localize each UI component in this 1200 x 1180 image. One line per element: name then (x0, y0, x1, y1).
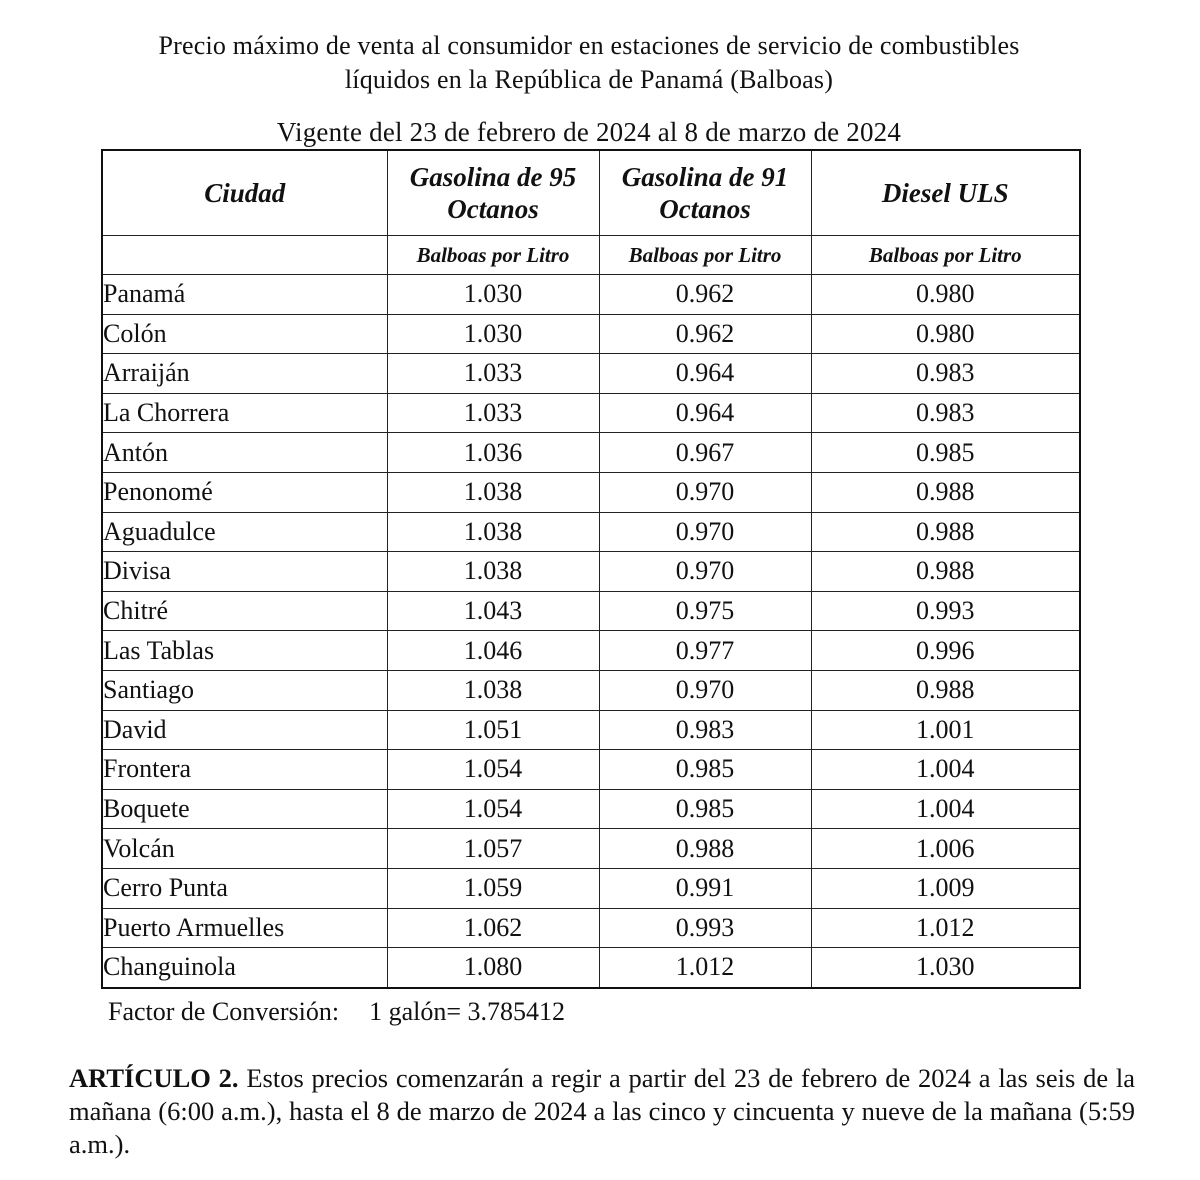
table-row (102, 789, 1080, 829)
gasoline-91-price: 0.988 (599, 829, 811, 869)
diesel-uls-price: 1.001 (811, 710, 1080, 750)
conversion-factor (108, 996, 565, 1028)
diesel-uls-price: 1.030 (811, 948, 1080, 988)
gasoline-91-price: 0.970 (599, 472, 811, 512)
table-row (102, 868, 1080, 908)
gasoline-95-price: 1.062 (387, 908, 599, 948)
table-row (102, 472, 1080, 512)
table-row (102, 670, 1080, 710)
gasoline-95-price: 1.046 (387, 631, 599, 671)
city-cell: Las Tablas (102, 631, 387, 671)
diesel-uls-price: 0.988 (811, 512, 1080, 552)
diesel-uls-price: 0.985 (811, 433, 1080, 473)
diesel-uls-price: 0.980 (811, 275, 1080, 315)
diesel-uls-price: 0.988 (811, 552, 1080, 592)
article-heading: ARTÍCULO 2. (69, 1063, 239, 1093)
city-cell: Cerro Punta (102, 868, 387, 908)
gasoline-95-price: 1.057 (387, 829, 599, 869)
gasoline-91-price: 0.964 (599, 354, 811, 394)
gasoline-95-price: 1.080 (387, 948, 599, 988)
diesel-uls-price: 1.004 (811, 750, 1080, 790)
city-cell: David (102, 710, 387, 750)
city-cell: Colón (102, 314, 387, 354)
diesel-uls-price: 0.988 (811, 472, 1080, 512)
table-row (102, 275, 1080, 315)
city-cell: Boquete (102, 789, 387, 829)
city-cell: La Chorrera (102, 393, 387, 433)
gasoline-91-price: 0.970 (599, 552, 811, 592)
gasoline-95-price: 1.054 (387, 750, 599, 790)
city-cell: Panamá (102, 275, 387, 315)
city-cell: Divisa (102, 552, 387, 592)
table-header-row (102, 150, 1080, 236)
validity-period: Vigente del 23 de febrero de 2024 al 8 de marzo de 2024 (276, 117, 902, 147)
table-row (102, 908, 1080, 948)
diesel-uls-price: 0.993 (811, 591, 1080, 631)
gasoline-91-price: 0.993 (599, 908, 811, 948)
table-row (102, 631, 1080, 671)
gasoline-95-price: 1.036 (387, 433, 599, 473)
table-row (102, 433, 1080, 473)
header-gasoline-95: Gasolina de 95 Octanos (387, 150, 599, 236)
diesel-uls-price: 0.988 (811, 670, 1080, 710)
gasoline-91-price: 0.991 (599, 868, 811, 908)
gasoline-95-price: 1.054 (387, 789, 599, 829)
fuel-price-table (101, 149, 1081, 989)
gasoline-91-price: 0.970 (599, 512, 811, 552)
unit-gasoline-95: Balboas por Litro (387, 236, 599, 275)
document-title-line-1: Precio máximo de venta al consumidor en estaciones de servicio de combustibles (158, 31, 1020, 60)
table-row (102, 552, 1080, 592)
gasoline-91-price: 0.964 (599, 393, 811, 433)
table-body (102, 275, 1080, 988)
diesel-uls-price: 0.996 (811, 631, 1080, 671)
gasoline-91-price: 0.975 (599, 591, 811, 631)
gasoline-95-price: 1.043 (387, 591, 599, 631)
city-cell: Chitré (102, 591, 387, 631)
table-row (102, 393, 1080, 433)
table-row (102, 750, 1080, 790)
city-cell: Penonomé (102, 472, 387, 512)
diesel-uls-price: 1.006 (811, 829, 1080, 869)
gasoline-95-price: 1.030 (387, 275, 599, 315)
gasoline-91-price: 0.970 (599, 670, 811, 710)
city-cell: Aguadulce (102, 512, 387, 552)
table-unit-row (102, 236, 1080, 275)
gasoline-91-price: 0.967 (599, 433, 811, 473)
city-cell: Changuinola (102, 948, 387, 988)
table-row (102, 354, 1080, 394)
gasoline-95-price: 1.059 (387, 868, 599, 908)
table-row (102, 591, 1080, 631)
diesel-uls-price: 1.009 (811, 868, 1080, 908)
city-cell: Antón (102, 433, 387, 473)
diesel-uls-price: 1.004 (811, 789, 1080, 829)
diesel-uls-price: 0.983 (811, 393, 1080, 433)
gasoline-91-price: 0.983 (599, 710, 811, 750)
conversion-label: Factor de Conversión: (108, 997, 340, 1026)
header-diesel-uls: Diesel ULS (811, 150, 1080, 236)
gasoline-91-price: 0.977 (599, 631, 811, 671)
table-row (102, 710, 1080, 750)
city-cell: Santiago (102, 670, 387, 710)
conversion-value: 1 galón= 3.785412 (369, 997, 566, 1026)
gasoline-91-price: 1.012 (599, 948, 811, 988)
header-city: Ciudad (102, 150, 387, 236)
gasoline-91-price: 0.962 (599, 275, 811, 315)
gasoline-91-price: 0.985 (599, 789, 811, 829)
city-cell: Arraiján (102, 354, 387, 394)
gasoline-95-price: 1.038 (387, 552, 599, 592)
city-cell: Puerto Armuelles (102, 908, 387, 948)
city-cell: Frontera (102, 750, 387, 790)
table-row (102, 314, 1080, 354)
unit-gasoline-91: Balboas por Litro (599, 236, 811, 275)
gasoline-95-price: 1.038 (387, 512, 599, 552)
gasoline-95-price: 1.030 (387, 314, 599, 354)
unit-cell-empty (102, 236, 387, 275)
article-text: Estos precios comenzarán a regir a partir del 23 de febrero de 2024 a las seis de la mañana (6:00 a.m.), hasta el 8 de marzo de 2024 a las cinco y cincuenta y nueve de la mañana (5:59 a.m.). (69, 1063, 1135, 1159)
gasoline-95-price: 1.033 (387, 354, 599, 394)
unit-diesel-uls: Balboas por Litro (811, 236, 1080, 275)
table-row (102, 512, 1080, 552)
gasoline-95-price: 1.038 (387, 472, 599, 512)
article-paragraph (69, 1062, 1135, 1161)
table-row (102, 948, 1080, 988)
gasoline-95-price: 1.051 (387, 710, 599, 750)
table-row (102, 829, 1080, 869)
document-title-line-2: líquidos en la República de Panamá (Balboas) (344, 65, 834, 94)
city-cell: Volcán (102, 829, 387, 869)
gasoline-95-price: 1.038 (387, 670, 599, 710)
diesel-uls-price: 1.012 (811, 908, 1080, 948)
header-gasoline-91: Gasolina de 91 Octanos (599, 150, 811, 236)
diesel-uls-price: 0.980 (811, 314, 1080, 354)
gasoline-91-price: 0.962 (599, 314, 811, 354)
gasoline-95-price: 1.033 (387, 393, 599, 433)
gasoline-91-price: 0.985 (599, 750, 811, 790)
diesel-uls-price: 0.983 (811, 354, 1080, 394)
